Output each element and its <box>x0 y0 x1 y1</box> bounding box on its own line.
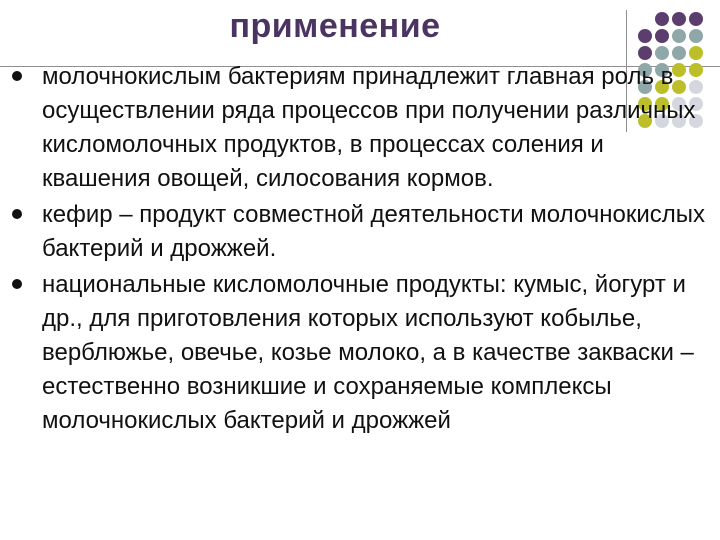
bullet-text: национальные кисломолочные продукты: кумыс, йогурт и др., для приготовления которых используют кобылье, верблюжье, овечье, козье молоко, а в качестве закваски – естественно возникшие и сохраняемые комплексы молочнокислых бактерий и дрожжей <box>42 271 694 434</box>
decorative-dot <box>672 12 686 26</box>
slide-title: применение <box>229 7 441 45</box>
bullet-item <box>0 268 720 438</box>
bullet-list <box>0 60 720 440</box>
bullet-item <box>0 198 720 266</box>
decorative-dot <box>638 46 652 60</box>
decorative-dot <box>655 46 669 60</box>
decorative-dot <box>655 12 669 26</box>
decorative-dot <box>689 12 703 26</box>
bullet-text: кефир – продукт совместной деятельности молочнокислых бактерий и дрожжей. <box>42 201 705 262</box>
bullet-icon <box>12 71 22 81</box>
bullet-icon <box>12 279 22 289</box>
decorative-dot <box>638 29 652 43</box>
bullet-item <box>0 60 720 196</box>
bullet-text: молочнокислым бактериям принадлежит главная роль в осуществлении ряда процессов при получении различных кисломолочных продуктов, в процессах соления и квашения овощей, силосования кормов. <box>42 63 696 192</box>
decorative-dot <box>689 29 703 43</box>
decorative-dot <box>655 29 669 43</box>
bullet-icon <box>12 209 22 219</box>
decorative-dot <box>672 29 686 43</box>
decorative-dot <box>689 46 703 60</box>
decorative-dot <box>672 46 686 60</box>
